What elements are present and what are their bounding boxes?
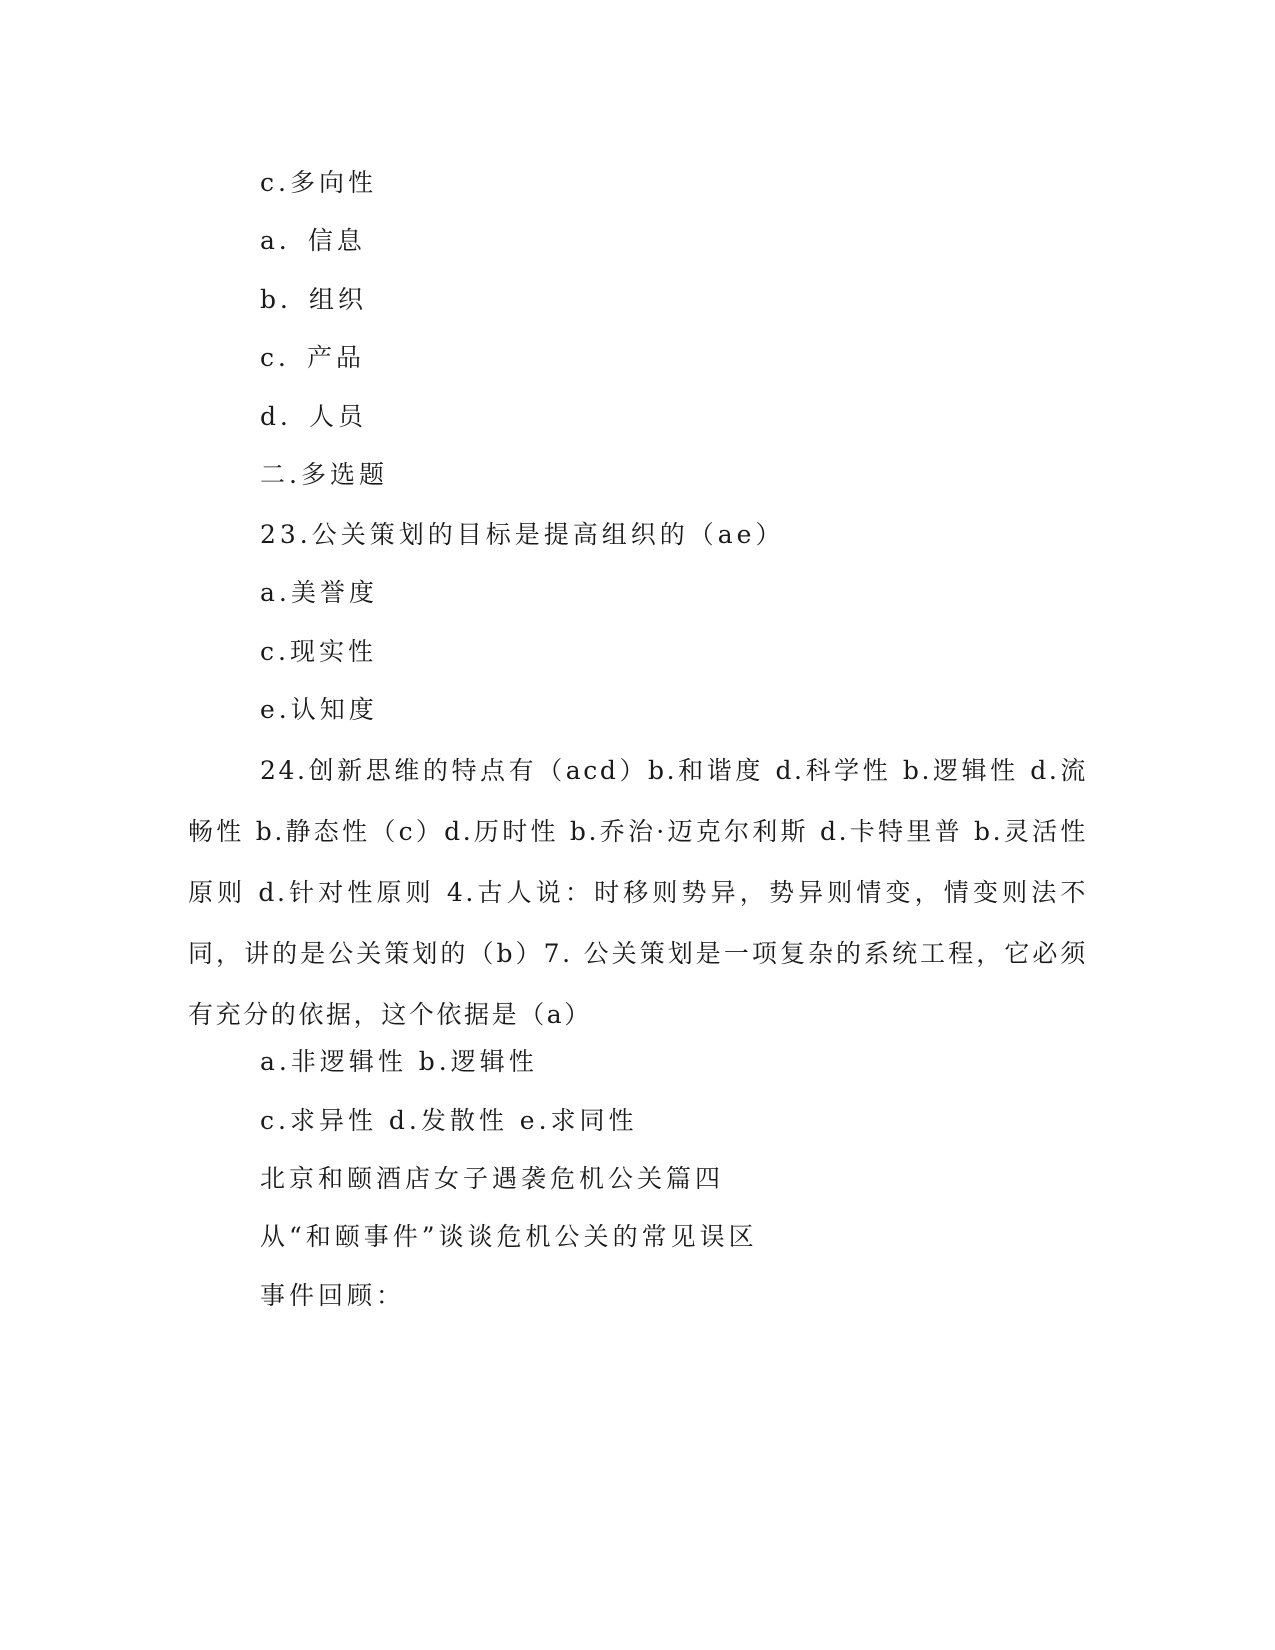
question-text: 23.公关策划的目标是提高组织的（ae） — [260, 520, 785, 549]
subheading: 事件回顾： — [260, 1281, 406, 1310]
section-heading: 北京和颐酒店女子遇袭危机公关篇四 — [260, 1164, 725, 1193]
text-line: b．组织 — [260, 285, 368, 314]
article-title: 从“和颐事件”谈谈危机公关的常见误区 — [260, 1222, 758, 1251]
text-line: c．产品 — [260, 343, 366, 372]
text-line: a.美誉度 — [260, 578, 378, 607]
text-line: c.现实性 — [260, 637, 377, 666]
section-heading: 二.多选题 — [260, 460, 388, 489]
text-line: d．人员 — [260, 402, 368, 431]
text-line: a.非逻辑性 b.逻辑性 — [260, 1047, 538, 1076]
text-line: c.多向性 — [260, 168, 377, 197]
text-line: e.认知度 — [260, 695, 378, 724]
text-line: a．信息 — [260, 226, 366, 255]
text-line: c.求异性 d.发散性 e.求同性 — [260, 1106, 638, 1135]
body-paragraph: 24.创新思维的特点有（acd）b.和谐度 d.科学性 b.逻辑性 d.流畅性 b.静态性（c）d.历时性 b.乔治·迈克尔利斯 d.卡特里普 b.灵活性原则 d.针对性原则 4.古人说：时移则势异，势异则情变，情变则法不同，讲的是公关策划的（b）7. 公关策划是一项复杂的系统工程，它必须有充分的依据，这个依据是（a） — [188, 756, 1088, 1029]
